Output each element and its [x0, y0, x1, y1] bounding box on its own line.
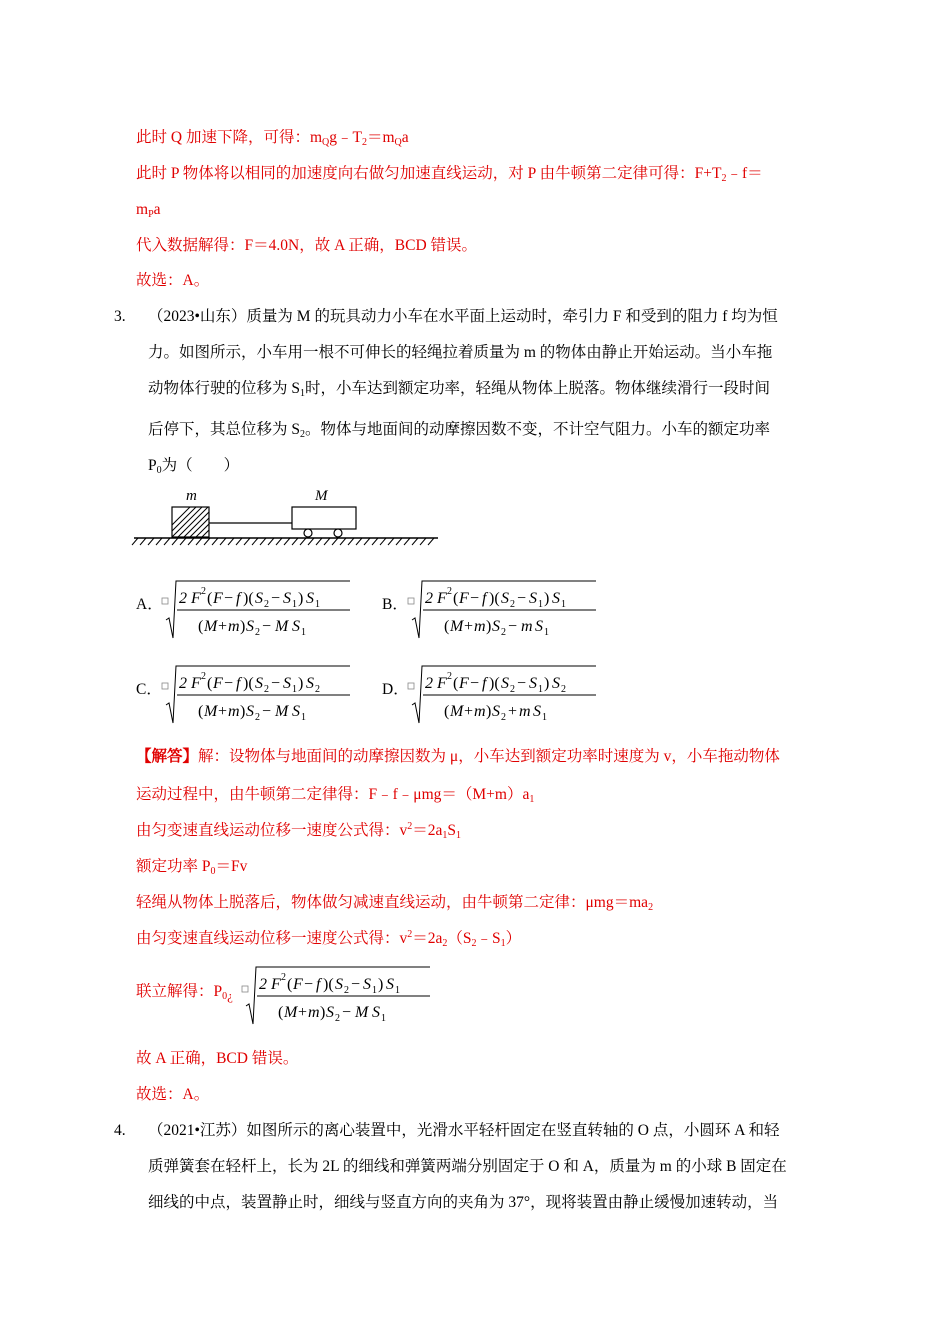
q3-line2: 力。如图所示，小车用一根不可伸长的轻绳拉着质量为 m 的物体由静止开始运动。当小车拖: [148, 344, 773, 361]
q4-line3: 细线的中点，装置静止时，细线与竖直方向的夹角为 37°，现将装置由静止缓慢加速转动，当: [148, 1194, 779, 1211]
q4-number: 4.: [114, 1122, 126, 1139]
mass-M-label: M: [315, 488, 328, 504]
hatched-block: [160, 507, 232, 537]
sol3-line8: 故 A 正确，BCD 错误。: [136, 1050, 299, 1067]
cart-wheel: [304, 529, 312, 537]
sol2-line4: 代入数据解得：F＝4.0N，故 A 正确，BCD 错误。: [136, 237, 478, 254]
sol3-line4: 额定功率 $P_0=Fv$: [136, 858, 248, 877]
svg-text:2F2(F−f)(S2−S1)S2: 2 F2(F− f )(S2 − S1) S2: [425, 671, 566, 695]
sol3-result-formula: [240, 964, 436, 1026]
cart-block-figure: [130, 482, 442, 552]
cart-body: [292, 507, 356, 529]
sol3-line7: 联立解得：$P_{0¿}$: [136, 983, 233, 1003]
sol3-line6: 由匀变速直线运动位移一速度公式得：$v^2=2a_2(S_2﹣S_1)$: [136, 929, 522, 949]
ground-hatching: [132, 538, 434, 545]
sol2-line2: 此时 P 物体将以相同的加速度向右做匀加速直线运动，对 P 由牛顿第二定律可得：$F+T_2﹣f=$: [136, 165, 763, 184]
option-d-formula[interactable]: [406, 663, 602, 725]
q3-line3: 动物体行驶的位移为 $S_1$时，小车达到额定功率，轻绳从物体上脱落。物体继续滑行一段时间: [148, 380, 771, 399]
mass-m-label: m: [186, 488, 197, 504]
svg-text:2F2(F−f)(S2−S1)S1: 2 F2(F− f )(S2 − S1) S1: [259, 972, 400, 996]
option-d-label[interactable]: D．: [382, 681, 409, 698]
svg-text:(M+m)S2−MS1: (M+m)S2 − M S1: [198, 618, 306, 638]
sol3-line9: 故选：A。: [136, 1086, 210, 1103]
svg-text:(M+m)S2−MS1: (M+m)S2 − M S1: [198, 703, 306, 723]
sol3-line2: 运动过程中，由牛顿第二定律得：$F﹣f﹣\mu mg=(M+m)a_1$: [136, 786, 535, 805]
option-b-formula[interactable]: [406, 578, 602, 640]
option-c-label[interactable]: C．: [136, 681, 162, 698]
sol2-line3: $m_Pa$: [136, 201, 161, 220]
option-c-formula[interactable]: [160, 663, 356, 725]
option-a-formula[interactable]: [160, 578, 356, 640]
q3-number: 3.: [114, 308, 126, 325]
q3-line4: 后停下，其总位移为 $S_2$。物体与地面间的动摩擦因数不变，不计空气阻力。小车的额定功率: [148, 421, 771, 440]
sol3-line5: 轻绳从物体上脱落后，物体做匀减速直线运动，由牛顿第二定律：$\mu mg=ma_2$: [136, 894, 654, 913]
q3-line5: $P_0$为（ ）: [148, 457, 240, 476]
q3-line1: （2023•山东）质量为 M 的玩具动力小车在水平面上运动时，牵引力 F 和受到的阻力 f 均为恒: [148, 308, 778, 325]
svg-text:(M+m)S2+mS1: (M+m)S2 + m S1: [444, 703, 547, 723]
sol3-line3: 由匀变速直线运动位移一速度公式得：$v^2=2a_1S_1$: [136, 821, 462, 841]
svg-text:2F2(F−f)(S2−S1)S2: 2 F2(F− f )(S2 − S1) S2: [179, 671, 320, 695]
sol2-line5: 故选：A。: [136, 272, 210, 289]
option-b-label[interactable]: B．: [382, 596, 408, 613]
svg-text:(M+m)S2−mS1: (M+m)S2 − m S1: [444, 618, 549, 638]
q4-line2: 质弹簧套在轻杆上，长为 2L 的细线和弹簧两端分别固定于 O 和 A，质量为 m 的小球 B 固定在: [148, 1158, 787, 1175]
cart-wheel: [334, 529, 342, 537]
q4-line1: （2021•江苏）如图所示的离心装置中，光滑水平轻杆固定在竖直转轴的 O 点，小圆环 A 和轻: [148, 1122, 780, 1139]
option-a-label[interactable]: A．: [136, 596, 163, 613]
sol3-line1: 【解答】解：设物体与地面间的动摩擦因数为 μ，小车达到额定功率时速度为 v，小车拖动物体: [136, 748, 780, 765]
svg-text:2F2(F−f)(S2−S1)S1: 2 F2(F− f )(S2 − S1) S1: [425, 586, 566, 610]
svg-text:2F2(F−f)(S2−S1)S1: 2 F2(F− f )(S2 − S1) S1: [179, 586, 320, 610]
sol2-line1: 此时 Q 加速下降，可得：$m_Qg﹣T_2=m_Qa$: [136, 129, 409, 148]
svg-text:(M+m)S2−MS1: (M+m)S2 − M S1: [278, 1004, 386, 1024]
